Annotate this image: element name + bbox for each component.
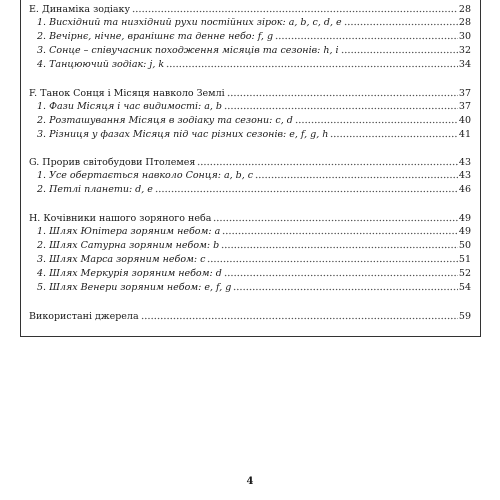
toc-item-h-5[interactable] xyxy=(0,280,500,294)
item-title: 2. Розташування Місяця в зодіаку та сезони: c, d xyxy=(37,115,293,126)
leader-dots xyxy=(141,317,458,320)
page-number: 51 xyxy=(458,254,471,265)
page-number: 32 xyxy=(458,45,471,56)
leader-dots xyxy=(330,135,458,138)
page-number: 46 xyxy=(458,184,471,195)
item-title: 1. Шлях Юпітера зоряним небом: a xyxy=(37,226,221,237)
item-title: 1. Фази Місяця і час видимості: a, b xyxy=(37,101,222,112)
item-title: 2. Шлях Сатурна зоряним небом: b xyxy=(37,240,220,251)
page-number: 59 xyxy=(458,311,471,322)
page-number: 43 xyxy=(458,157,471,168)
page-number: 49 xyxy=(458,213,471,224)
page-number: 37 xyxy=(458,88,471,99)
item-title: 5. Шлях Венери зоряним небом: e, f, g xyxy=(37,282,232,293)
item-title: 2. Вечірнє, нічне, вранішнє та денне небо: f, g xyxy=(37,31,274,42)
leader-dots xyxy=(221,246,458,249)
section-title: E. Динаміка зодіаку xyxy=(29,4,131,15)
page-number: 34 xyxy=(458,59,471,70)
leader-dots xyxy=(255,176,458,179)
section-title: Використані джерела xyxy=(29,311,139,322)
leader-dots xyxy=(227,94,458,97)
section-title: F. Танок Сонця і Місяця навколо Землі xyxy=(29,88,225,99)
toc-section-h[interactable] xyxy=(0,211,500,225)
page-number: 37 xyxy=(458,101,471,112)
toc-item-e-4[interactable] xyxy=(0,57,500,71)
page-number: 54 xyxy=(458,282,471,293)
toc-item-f-3[interactable] xyxy=(0,127,500,141)
page-number: 43 xyxy=(458,170,471,181)
page-number: 30 xyxy=(458,31,471,42)
page-number: 28 xyxy=(458,17,471,28)
leader-dots xyxy=(275,37,458,40)
toc-item-e-3[interactable] xyxy=(0,43,500,57)
leader-dots xyxy=(166,65,458,68)
toc-item-f-2[interactable] xyxy=(0,113,500,127)
section-title: H. Кочівники нашого зоряного неба xyxy=(29,213,212,224)
toc-item-h-2[interactable] xyxy=(0,238,500,252)
page-number: 49 xyxy=(458,226,471,237)
item-title: 3. Різниця у фазах Місяця під час різних сезонів: e, f, g, h xyxy=(37,129,329,140)
item-title: 2. Петлі планети: d, e xyxy=(37,184,153,195)
page-number: 41 xyxy=(458,129,471,140)
toc-section-sources[interactable] xyxy=(0,309,500,323)
item-title: 3. Шлях Марса зоряним небом: c xyxy=(37,254,206,265)
toc-item-h-4[interactable] xyxy=(0,266,500,280)
toc-item-g-1[interactable] xyxy=(0,168,500,182)
leader-dots xyxy=(295,121,458,124)
toc-section-f[interactable] xyxy=(0,86,500,100)
toc-section-g[interactable] xyxy=(0,155,500,169)
leader-dots xyxy=(341,51,458,54)
page-footer-number: 4 xyxy=(246,476,254,487)
toc-item-e-1[interactable] xyxy=(0,15,500,29)
item-title: 3. Сонце – співучасник походження місяців та сезонів: h, i xyxy=(37,45,339,56)
item-title: 4. Танцюючий зодіак: j, k xyxy=(37,59,165,70)
leader-dots xyxy=(344,23,458,26)
leader-dots xyxy=(213,219,458,222)
page-number: 52 xyxy=(458,268,471,279)
leader-dots xyxy=(155,190,458,193)
toc-item-h-1[interactable] xyxy=(0,224,500,238)
leader-dots xyxy=(224,274,458,277)
toc-item-e-2[interactable] xyxy=(0,29,500,43)
leader-dots xyxy=(197,163,458,166)
page-number: 40 xyxy=(458,115,471,126)
leader-dots xyxy=(132,10,458,13)
leader-dots xyxy=(233,288,458,291)
item-title: 4. Шлях Меркурія зоряним небом: d xyxy=(37,268,222,279)
leader-dots xyxy=(207,260,457,263)
toc-item-h-3[interactable] xyxy=(0,252,500,266)
page-number: 28 xyxy=(458,4,471,15)
leader-dots xyxy=(224,107,458,110)
section-title: G. Прорив світобудови Птолемея xyxy=(29,157,196,168)
item-title: 1. Усе обертається навколо Сонця: a, b, c xyxy=(37,170,254,181)
toc-section-e[interactable] xyxy=(0,2,500,16)
toc-item-g-2[interactable] xyxy=(0,182,500,196)
page-number: 50 xyxy=(458,240,471,251)
leader-dots xyxy=(222,232,458,235)
toc-item-f-1[interactable] xyxy=(0,99,500,113)
item-title: 1. Висхідний та низхідний рухи постійних зірок: a, b, c, d, e xyxy=(37,17,342,28)
